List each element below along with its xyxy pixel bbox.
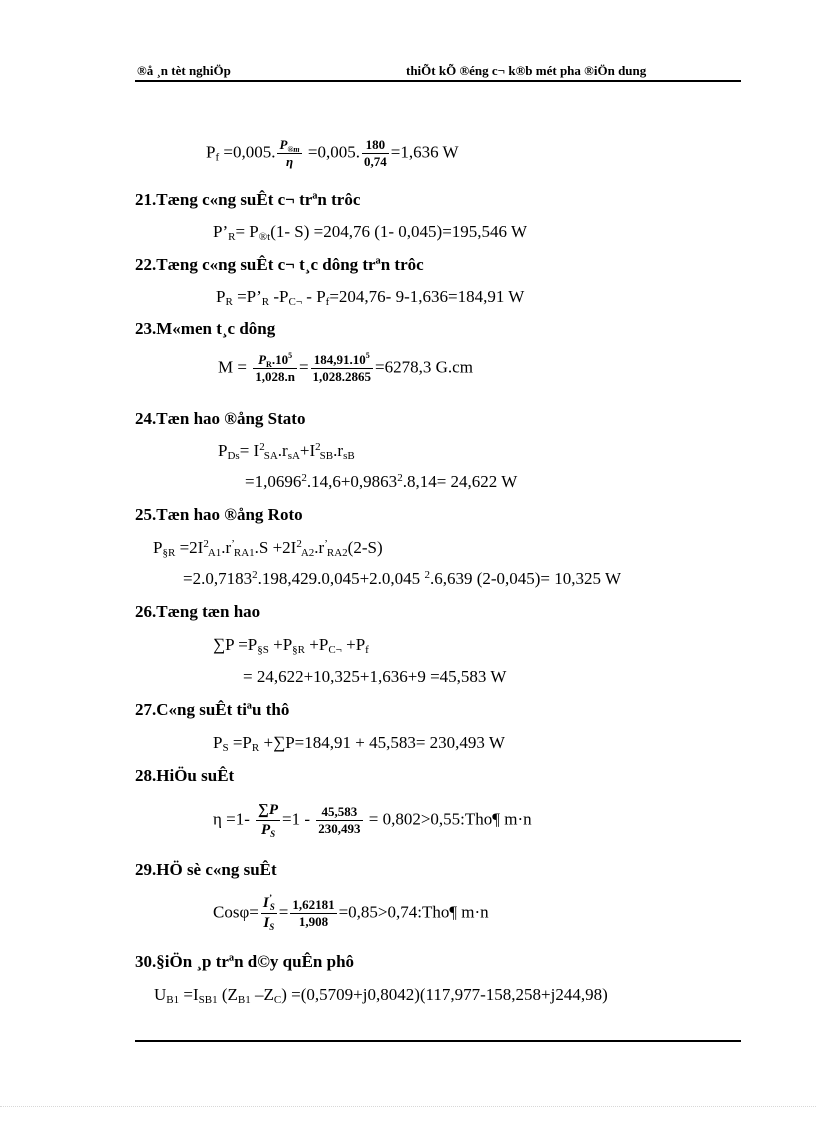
- heading-25: 25.Tæn hao ®ång Roto: [135, 505, 303, 524]
- heading-29: 29.HÖ sè c«ng suÊt: [135, 860, 277, 879]
- fraction: $\frac{45,583}{230,493}$: [318, 804, 361, 836]
- heading-23: 23.M«men t¸c dông: [135, 319, 276, 338]
- heading-22: 22.Tæng c«ng suÊt c¬ t¸c dông trªn trôc: [135, 255, 424, 274]
- fraction: $\frac{I^’_S}{I_S}$: [262, 893, 275, 932]
- eq-26a: $\sum P =P_{\S S} +P_{\S R} +P_{C\neg} +P_f$: [213, 635, 369, 656]
- eq-28: η =1- $\frac{\sum P}{P_S}$ =1 - $\frac{45,583}{230,493}$ = 0,802>0,55:Tho¶ m·n: [213, 802, 532, 839]
- footer-rule: [135, 1040, 741, 1042]
- eq-25b: $=2.0,7183^2.198,429.0,045+2.0,045$ $^2$.6,639 (2-0,045)= 10,325 W: [183, 569, 621, 588]
- eq-26b: = 24,622+10,325+1,636+9 =45,583 W: [243, 667, 507, 686]
- page-edge-dots: [0, 1106, 816, 1107]
- heading-30: 30.§iÖn ¸p trªn d©y quÊn phô: [135, 952, 355, 971]
- header-rule: [135, 80, 741, 82]
- eq-24b: $=1,0696^2.14,6+0,9863^2.8,14= 24,622$ W: [245, 472, 518, 491]
- header-right: thiÕt kÕ ®éng c¬ k®b mét pha ®iÖn dung: [406, 63, 647, 78]
- fraction: $\frac{P_{®m}}{\eta}$: [279, 137, 300, 169]
- heading-26: 26.Tæng tæn hao: [135, 602, 261, 621]
- eq-pf: $P_f =0,005$. $\frac{P_{®m}}{\eta}$ =0,005. $\frac{180}{0,74}$ =1,636 W: [206, 137, 459, 169]
- eq-22: $P_R$ $=P’_R$ $-P_{C\neg} - P_f=204,76-$ 9-1,636=184,91 W: [216, 287, 525, 308]
- heading-24: 24.Tæn hao ®ång Stato: [135, 409, 306, 428]
- fraction: $\frac{180}{0,74}$: [363, 137, 387, 169]
- eq-21: $P’_R= P_{®t}(1-$ S) =204,76 (1- 0,045)=195,546 W: [213, 222, 528, 243]
- eq-29: Cosφ= $\frac{I^’_S}{I_S}$ = $\frac{1,62181}{1,908}$ =0,85>0,74:Tho¶ m·n: [213, 893, 489, 932]
- eq-27: $P_S =P_R +\sum P=184,91 + 45,583= 230,493$ W: [213, 733, 505, 754]
- eq-24a: $P_{Ds}= I^2_{SA}.r_{sA}+I^2_{SB}.r_{sB}$: [218, 441, 355, 462]
- eq-30: $U_{B1} =I_{SB1}$ ($Z_{B1}$ $-Z_C) =(0,5709+j0,8042)(117,977-158,258+j244,98)$: [154, 985, 608, 1006]
- header-left: ®å ¸n tèt nghiÖp: [137, 63, 231, 78]
- eq-25a: $P_{\S R} =2I^2_{A1}.r^’_{RA1}.S +2I^2_{A2}.r^’_{RA2}(2-S)$: [153, 538, 383, 559]
- heading-27: 27.C«ng suÊt tiªu thô: [135, 700, 290, 719]
- fraction: $\frac{P_R.10^5}{1,028.n}$: [255, 351, 295, 384]
- fraction: $\frac{1,62181}{1,908}$: [292, 897, 335, 929]
- heading-21: 21.Tæng c«ng suÊt c¬ trªn trôc: [135, 190, 361, 209]
- fraction: $\frac{\sum P}{P_S}$: [258, 802, 278, 839]
- eq-23: M = $\frac{P_R.10^5}{1,028.n}$ = $\frac{184,91.10^5}{1,028.2865}$ =6278,3 G.cm: [218, 351, 473, 384]
- fraction: $\frac{184,91.10^5}{1,028.2865}$: [312, 351, 372, 384]
- heading-28: 28.HiÖu suÊt: [135, 766, 235, 785]
